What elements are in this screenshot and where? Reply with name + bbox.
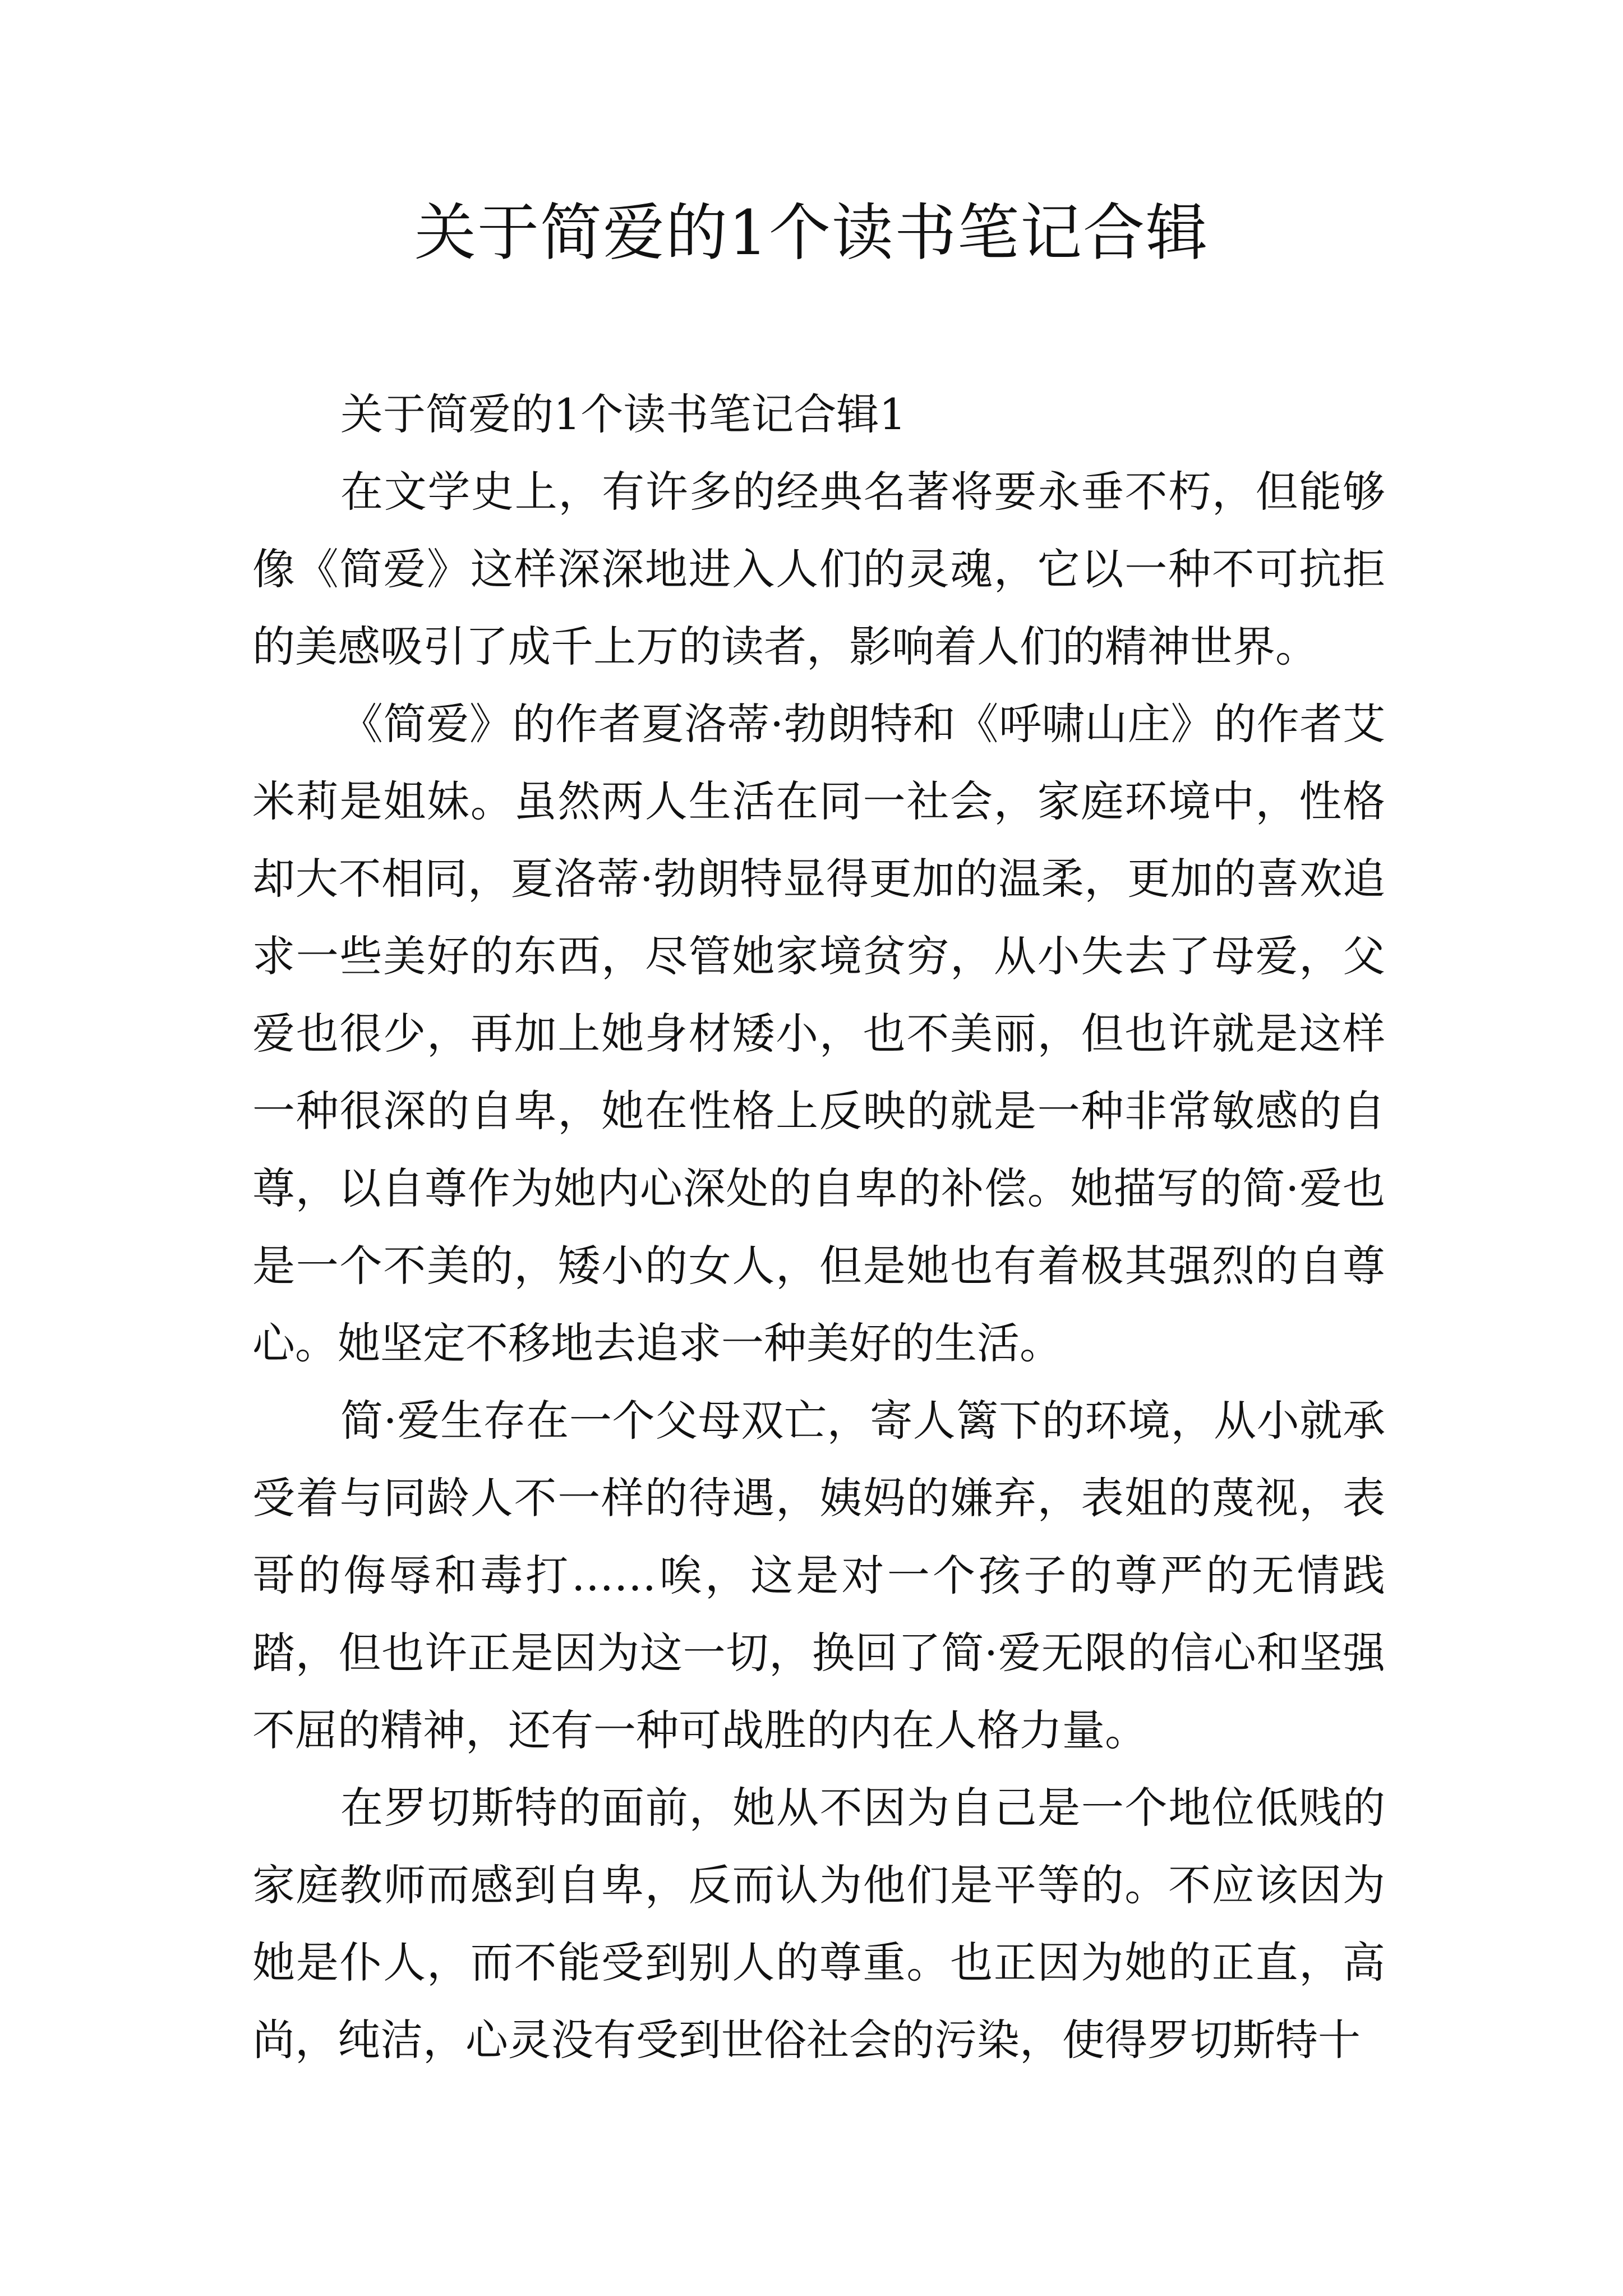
- paragraph-3: 简·爱生存在一个父母双亡，寄人篱下的环境，从小就承受着与同龄人不一样的待遇，姨妈的嫌弃，表姐的蔑视，表哥的侮辱和毒打……唉，这是对一个孩子的尊严的无情践踏，但也许正是因为这一切，换回了简·爱无限的信心和坚强不屈的精神，还有一种可战胜的内在人格力量。: [252, 1396, 1385, 1755]
- document-title: 关于简爱的1个读书笔记合辑: [414, 197, 1209, 269]
- paragraph-2: 《简爱》的作者夏洛蒂·勃朗特和《呼啸山庄》的作者艾米莉是姐妹。虽然两人生活在同一社会，家庭环境中，性格却大不相同，夏洛蒂·勃朗特显得更加的温柔，更加的喜欢追求一些美好的东西，尽管她家境贫穷，从小失去了母爱，父爱也很少，再加上她身材矮小，也不美丽，但也许就是这样一种很深的自卑，她在性格上反映的就是一种非常敏感的自尊，以自尊作为她内心深处的自卑的补偿。她描写的简·爱也是一个不美的，矮小的女人，但是她也有着极其强烈的自尊心。她坚定不移地去追求一种美好的生活。: [252, 699, 1385, 1368]
- section-heading: 关于简爱的1个读书笔记合辑1: [340, 389, 906, 439]
- paragraph-1: 在文学史上，有许多的经典名著将要永垂不朽，但能够像《简爱》这样深深地进入人们的灵魂，它以一种不可抗拒的美感吸引了成千上万的读者，影响着人们的精神世界。: [252, 467, 1385, 671]
- paragraph-4: 在罗切斯特的面前，她从不因为自己是一个地位低贱的家庭教师而感到自卑，反而认为他们是平等的。不应该因为她是仆人，而不能受到别人的尊重。也正因为她的正直，高尚，纯洁，心灵没有受到世俗社会的污染，使得罗切斯特十: [252, 1783, 1385, 2065]
- document-body: [252, 376, 1385, 2079]
